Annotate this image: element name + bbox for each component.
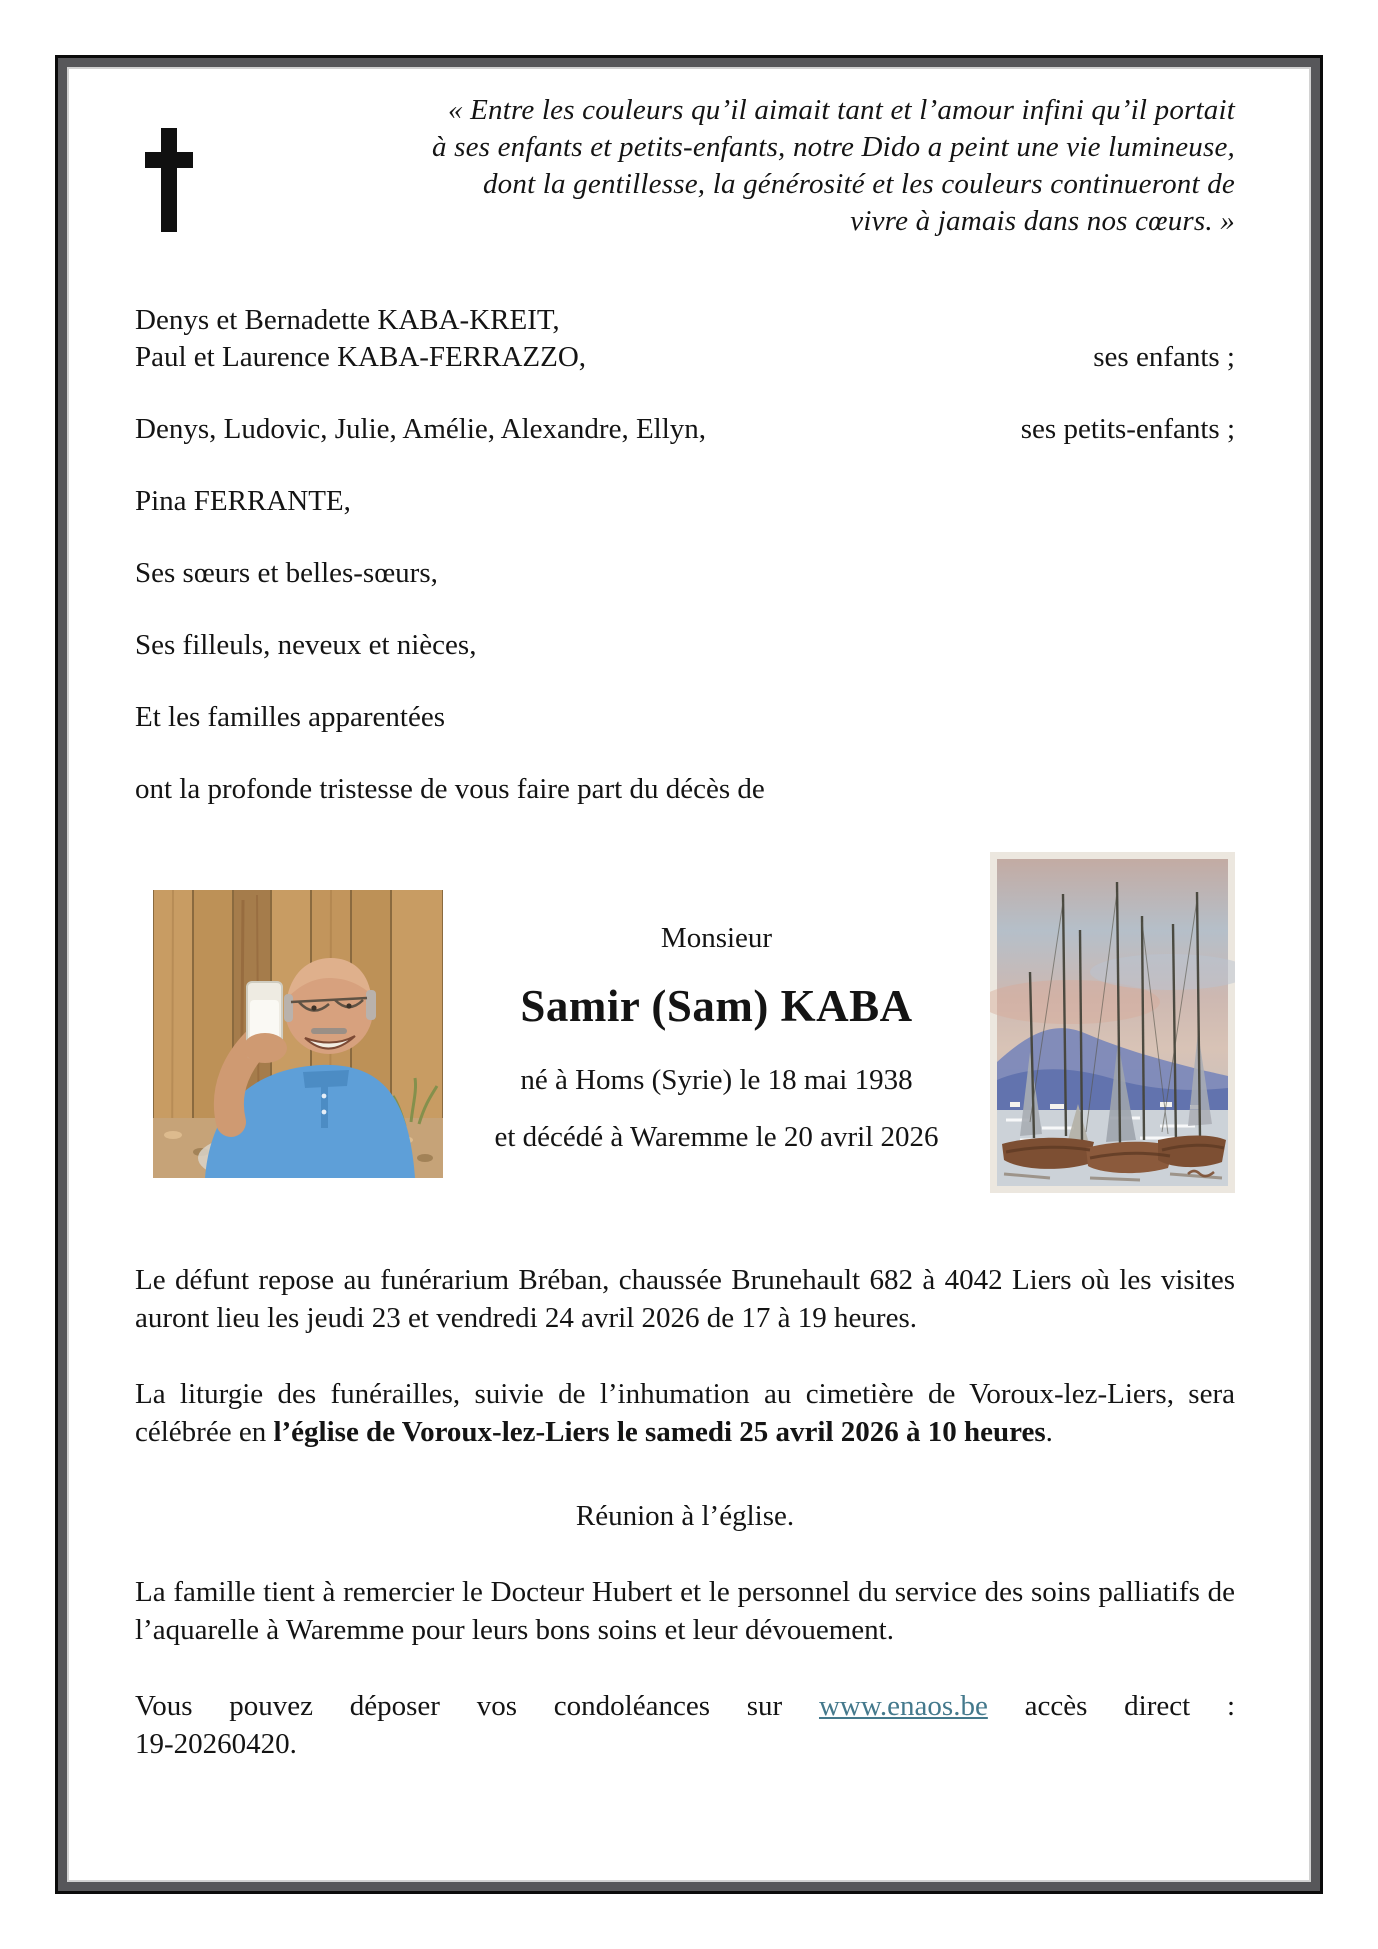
condolences-text: Vous pouvez déposer vos condoléances sur: [135, 1690, 819, 1722]
funeral-home-paragraph: Le défunt repose au funérarium Bréban, chaussée Brunehault 682 à 4042 Liers où les visites auront lieu les jeudi 23 et vendredi 24 avril 2026 de 17 à 19 heures.: [135, 1264, 1235, 1334]
header: [135, 92, 1235, 240]
grandchildren-label: ses petits-enfants ;: [1020, 413, 1235, 445]
grandchildren-group: [135, 411, 1235, 448]
deceased-photo-image: [153, 890, 443, 1178]
sailboat-painting-image: [990, 852, 1235, 1193]
child-line: Denys et Bernadette KABA-KREIT,: [135, 304, 560, 336]
deceased-identity: [443, 852, 990, 1154]
child-line-row: [135, 339, 1235, 376]
memorial-quote: [233, 92, 1235, 240]
condolences-text-after: accès direct :: [987, 1690, 1236, 1722]
deceased-photo: [153, 890, 443, 1178]
death-line: et décédé à Waremme le 20 avril 2026: [494, 1121, 939, 1153]
quote-line: vivre à jamais dans nos cœurs. »: [850, 205, 1235, 237]
memorial-cross-icon: [145, 128, 193, 232]
children-group: [135, 302, 1235, 376]
announcement-line: ont la profonde tristesse de vous faire part du décès de: [135, 773, 765, 805]
quote-line: dont la gentillesse, la générosité et les couleurs continueront de: [482, 168, 1235, 200]
enaos-link[interactable]: www.enaos.be: [818, 1690, 988, 1722]
liturgy-bold-text: l’église de Voroux-lez-Liers le samedi 25 avril 2026 à 10 heures: [273, 1416, 1046, 1448]
family-list: [135, 302, 1235, 808]
middle-section: [135, 852, 1235, 1193]
relative-line: Ses filleuls, neveux et nièces,: [135, 629, 477, 661]
liturgy-paragraph: [135, 1375, 1235, 1451]
condolences-reference: 19-20260420.: [135, 1728, 297, 1760]
relative-line: Pina FERRANTE,: [135, 485, 351, 517]
grandchildren-row: [135, 411, 1235, 448]
thanks-paragraph: La famille tient à remercier le Docteur Hubert et le personnel du service des soins palliatifs de l’aquarelle à Waremme pour leurs bons soins et leur dévouement.: [135, 1576, 1235, 1646]
birth-line: né à Homs (Syrie) le 18 mai 1938: [520, 1064, 913, 1096]
deceased-name: Samir (Sam) KABA: [520, 981, 913, 1031]
grandchildren-line: Denys, Ludovic, Julie, Amélie, Alexandre, Ellyn,: [135, 413, 707, 445]
liturgy-period: .: [1045, 1416, 1053, 1448]
sailboat-painting: [990, 852, 1235, 1193]
relative-line: Et les familles apparentées: [135, 701, 446, 733]
condolences-paragraph: [135, 1687, 1235, 1763]
relative-line: Ses sœurs et belles-sœurs,: [135, 557, 438, 589]
liturgy-text: La liturgie des funérailles, suivie de l’inhumation au cimetière de Voroux-lez-Liers, sera célébrée en: [135, 1378, 1235, 1448]
card-content: [135, 92, 1235, 1763]
condolences-line: [135, 1687, 1235, 1725]
quote-line: à ses enfants et petits-enfants, notre Dido a peint une vie lumineuse,: [431, 131, 1235, 163]
reunion-line: Réunion à l’église.: [575, 1500, 795, 1532]
deceased-title: Monsieur: [660, 922, 773, 954]
quote-line: « Entre les couleurs qu’il aimait tant et l’amour infini qu’il portait: [447, 94, 1235, 126]
child-line: Paul et Laurence KABA-FERRAZZO,: [135, 341, 587, 373]
children-label: ses enfants ;: [1093, 341, 1235, 373]
